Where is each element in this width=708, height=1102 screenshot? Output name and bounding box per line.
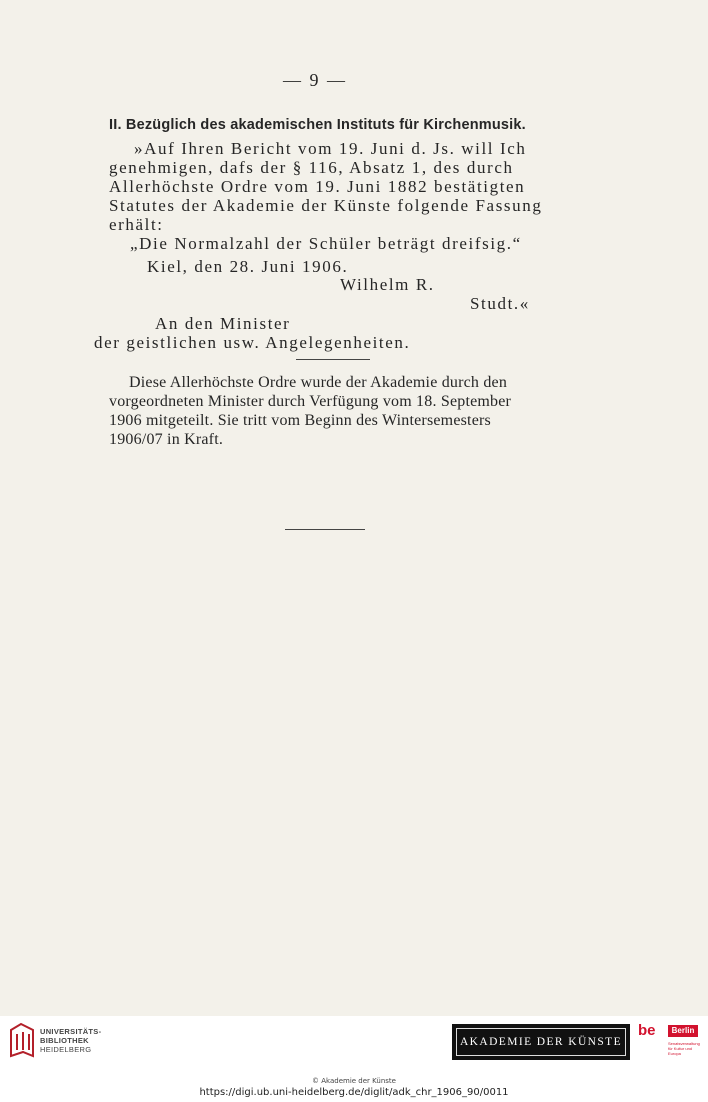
decree-line: genehmigen, dafs der § 116, Absatz 1, des durch: [109, 158, 514, 177]
section-heading: II. Bezüglich des akademischen Instituts für Kirchenmusik.: [109, 117, 526, 133]
countersignature: Studt.«: [470, 294, 530, 313]
note-line: vorgeordneten Minister durch Verfügung vom 18. September: [109, 393, 512, 410]
library-name-line: UNIVERSITÄTS-: [40, 1027, 102, 1036]
addressee-line: der geistlichen usw. Angelegenheiten.: [94, 333, 411, 352]
decree-line: »Auf Ihren Bericht vom 19. Juni d. Js. will Ich: [134, 139, 527, 158]
quoted-statute: „Die Normalzahl der Schüler beträgt dreifsig.“: [130, 234, 522, 253]
university-library-logo-icon: [9, 1022, 35, 1058]
berlin-logo-label: Berlin: [668, 1025, 698, 1037]
note-line: 1906 mitgeteilt. Sie tritt vom Beginn des Wintersemesters: [109, 412, 491, 429]
permalink[interactable]: https://digi.ub.uni-heidelberg.de/diglit/adk_chr_1906_90/0011: [199, 1087, 509, 1098]
signature: Wilhelm R.: [340, 275, 435, 294]
place-date: Kiel, den 28. Juni 1906.: [147, 257, 349, 276]
copyright-notice: © Akademie der Künste: [312, 1077, 396, 1085]
decree-line: Allerhöchste Ordre vom 19. Juni 1882 bestätigten: [109, 177, 526, 196]
section-divider: [296, 359, 370, 360]
note-line: 1906/07 in Kraft.: [109, 431, 224, 448]
academy-logo[interactable]: [452, 1024, 630, 1060]
berlin-logo[interactable]: [638, 1022, 700, 1062]
decree-line: Statutes der Akademie der Künste folgende Fassung: [109, 196, 543, 215]
decree-line: erhält:: [109, 215, 164, 234]
note-line: Diese Allerhöchste Ordre wurde der Akademie durch den: [129, 374, 508, 391]
end-divider: [285, 529, 365, 530]
page-number: — 9 —: [283, 70, 347, 90]
academy-logo-label: AKADEMIE DER KÜNSTE: [456, 1028, 626, 1056]
library-name-line: HEIDELBERG: [40, 1045, 92, 1054]
berlin-logo-subtitle: Senatsverwaltung für Kultur und Europa: [668, 1041, 700, 1056]
addressee-line: An den Minister: [155, 314, 291, 333]
berlin-logo-prefix: be: [638, 1022, 656, 1039]
library-name-line: BIBLIOTHEK: [40, 1036, 89, 1045]
